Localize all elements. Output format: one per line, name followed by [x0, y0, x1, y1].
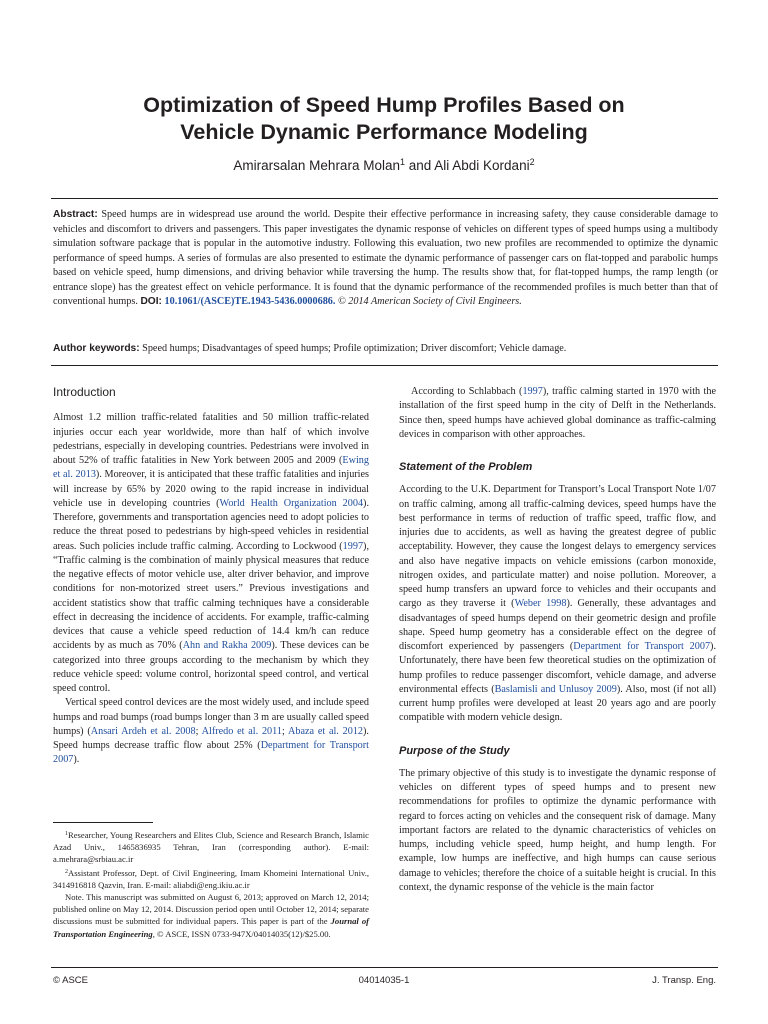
author-1-mark: 1 — [399, 157, 405, 167]
footnote-mark: 2 — [65, 868, 68, 875]
author-keywords — [53, 342, 718, 356]
text-run: ). Therefore, governments and transportation agencies need to adopt policies to reduce the threat posed to pedestrians by high-speed vehicles in residential areas. Such policies include traffic calming. According to Lockwood ( — [53, 497, 369, 552]
doi-link[interactable]: 10.1061/(ASCE)TE.1943-5436.0000686. — [161, 296, 336, 307]
abstract-copyright: © 2014 American Society of Civil Engineers. — [335, 296, 522, 307]
author-1: Amirarsalan Mehrara Molan — [233, 158, 400, 173]
footnote-1 — [53, 828, 369, 866]
citation-link[interactable]: Baslamisli and Unlusoy 2009 — [494, 683, 617, 695]
abstract — [53, 208, 718, 310]
author-conjunction: and — [404, 158, 435, 173]
author-line — [60, 157, 708, 173]
abstract-text: Speed humps are in widespread use around the world. Despite their effective performance in increasing safety, they cause considerable damage to vehicles and discomfort to drivers and passengers. This paper investigates the dynamic response of vehicles on different types of speed humps using a multibody simulation software package that is popular in the automotive industry. Following this evaluation, two new profiles are recommended to optimize the dynamic performance of speed humps. A series of formulas are also presented to estimate the dynamic performance of passenger cars on flat-topped and parabolic humps based on vehicle speed, hump dimensions, and driving behavior while traversing the hump. The results show that, for flat-topped humps, the ramp length (or entrance slope) has the greatest effect on vehicle performance. It is found that the dynamic performance of the recommended profiles is much better than that of conventional humps. — [53, 209, 718, 307]
note-text: , © ASCE, ISSN 0733-947X/04014035(12)/$25.00. — [152, 928, 331, 939]
citation-link[interactable]: Ewing et al. 2013 — [53, 455, 369, 481]
footer-journal: J. Transp. Eng. — [652, 975, 716, 986]
citation-link[interactable]: Weber 1998 — [514, 598, 567, 610]
footnotes — [53, 822, 369, 940]
footnote-text: Assistant Professor, Dept. of Civil Engineering, Imam Khomeini International Univ., 3414916818 Qazvin, Iran. E-mail: aliabdi@eng.ikiu.ac.ir — [53, 867, 369, 890]
text-run: ; — [195, 725, 202, 737]
footnote-2 — [53, 866, 369, 891]
citation-link[interactable]: 1997 — [342, 540, 364, 552]
text-run: ). Also, most (if not all) current hump profiles were developed at least 20 years ago and are poorly compatible with modern vehicle design. — [399, 683, 716, 724]
text-run: Almost 1.2 million traffic-related fatalities and 50 million traffic-related injuries occur each year worldwide, more than half of which involve pedestrians, especially in developing countries. Pedestrians were involved in about 52% of traffic fatalities in New York between 2005 and 2009 ( — [53, 412, 369, 466]
citation-link[interactable]: World Health Organization 2004 — [219, 497, 364, 509]
citation-link[interactable]: Department for Transport 2007 — [573, 641, 711, 652]
text-run: Vertical speed control devices are the most widely used, and include speed humps and road bumps (road bumps longer than 3 m are usually called speed humps) ( — [53, 697, 369, 737]
keywords-text: Speed humps; Disadvantages of speed humps; Profile optimization; Driver discomfort; Vehicle damage. — [139, 343, 567, 354]
paper-title-line-2: Vehicle Dynamic Performance Modeling — [180, 120, 588, 144]
text-run: ). Unfortunately, there have been few theoretical studies on the optimization of hump profiles to reduce passenger discomfort, vehicle damage, and adverse environmental effects ( — [399, 641, 716, 695]
purpose-paragraph — [399, 767, 716, 895]
intro-paragraph-3 — [399, 385, 716, 442]
citation-link[interactable]: Alfredo et al. 2011 — [201, 725, 282, 737]
manuscript-note — [53, 891, 369, 940]
footer-page-id: 04014035-1 — [358, 975, 410, 986]
right-column — [399, 385, 716, 895]
footnote-text: Researcher, Young Researchers and Elites Club, Science and Research Branch, Islamic Azad Univ., 1465836935 Tehran, Iran (corresponding author). E-mail: a.mehrara@srbiau.ac.ir — [53, 830, 369, 865]
citation-link[interactable]: Department for Transport 2007 — [53, 740, 369, 766]
footnote-rule — [53, 822, 153, 823]
text-run: ). Moreover, it is anticipated that these traffic fatalities and injuries will increase by 65% by 2020 owing to the rapid increase in individual vehicle use in developing countries ( — [53, 469, 369, 509]
text-run: ). Speed humps decrease traffic flow about 25% ( — [53, 725, 369, 751]
paper-title-line-1: Optimization of Speed Hump Profiles Based on — [143, 93, 625, 117]
heading-statement-of-problem: Statement of the Problem — [399, 461, 533, 473]
author-2: Ali Abdi Kordani — [434, 158, 530, 173]
citation-link[interactable]: 1997 — [522, 386, 543, 397]
footer-copyright: © ASCE — [53, 975, 88, 986]
heading-purpose-of-study: Purpose of the Study — [399, 744, 510, 757]
text-run: According to the U.K. Department for Transport’s Local Transport Note 1/07 on traffic calming, among all traffic-calming devices, speed humps have the best performance in terms of reduction of traffic speed, traffic flow, and injuries due to accidents, as well as having the greatest degree of public acceptability. However, they cause the longest delays to emergency services and also have negative impacts on vehicle emissions (carbon monoxide, nitrogen oxides, and particulate matter) and noise pollution. Moreover, a speed hump transfers an upward force to vehicles and their occupants and cargo as they traverse it ( — [399, 484, 716, 610]
text-run: The primary objective of this study is to investigate the dynamic response of vehicles on different types of speed humps and to present new recommendations for profiles to optimize the dynamic performance with regard to forces acting on vehicles and the consequent risk of damage. Many important factors are related to the dynamic characteristics of vehicles on humps, including vehicle speed, hump height, and hump length. For example, low humps are ineffective, and high humps can cause serious damage to vehicles; therefore the choice of a suitable height is crucial. In this context, the dynamic response of the vehicle is the main factor — [399, 767, 716, 893]
journal-name: Journal of Transportation Engineering — [53, 916, 369, 939]
text-run: ). These devices can be categorized into three groups according to the mechanism by which they reduce vehicle speed: volume control, horizontal speed control, and vertical speed control. — [53, 640, 369, 694]
footnote-mark: 1 — [65, 831, 68, 837]
doi-label: DOI: — [140, 296, 162, 307]
heading-introduction: Introduction — [53, 385, 116, 399]
intro-paragraph-2 — [53, 696, 369, 767]
text-run: ). — [73, 754, 80, 766]
footer-rule — [51, 967, 718, 968]
note-text: Note. This manuscript was submitted on August 6, 2013; approved on March 12, 2014; published online on May 12, 2014. Discussion period open until October 12, 2014; separate discussions must be submitted for individual papers. This paper is part of the — [53, 892, 369, 927]
citation-link[interactable]: Ahn and Rakha 2009 — [182, 640, 272, 652]
text-run: According to Schlabbach ( — [411, 386, 523, 397]
text-run: ), “Traffic calming is the combination of mainly physical measures that reduce the negative effects of motor vehicle use, alter driver behavior, and improve conditions for non-motorized street users.” Previous investigations and accident statistics show that traffic calming techniques have a considerable effect in decreasing the incidence of accidents. For example, traffic-calming devices that cause a vehicle speed reduction of 14.4 km/h can reduce accidents by as much as 70% ( — [53, 540, 369, 652]
text-run: ), traffic calming started in 1970 with the installation of the first speed hump in the city of Delft in the Netherlands. Since then, speed humps have achieved global dominance as traffic-calming devices in comparison with other approaches. — [399, 386, 716, 440]
problem-paragraph — [399, 483, 716, 725]
citation-link[interactable]: Abaza et al. 2012 — [288, 725, 364, 737]
abstract-label: Abstract: — [53, 209, 98, 220]
paper-title — [60, 92, 708, 146]
text-run: ). Generally, these advantages and disadvantages of speed humps depend on their geometric design and profile shape. Speed hump geometry has a considerable effect on the degree of discomfort experienced by passengers ( — [399, 598, 716, 652]
text-run: ; — [281, 725, 289, 737]
keywords-label: Author keywords: — [53, 343, 140, 354]
citation-link[interactable]: Ansari Ardeh et al. 2008 — [90, 725, 196, 737]
left-column — [53, 385, 369, 768]
author-2-mark: 2 — [529, 157, 535, 167]
intro-paragraph-1 — [53, 411, 369, 696]
